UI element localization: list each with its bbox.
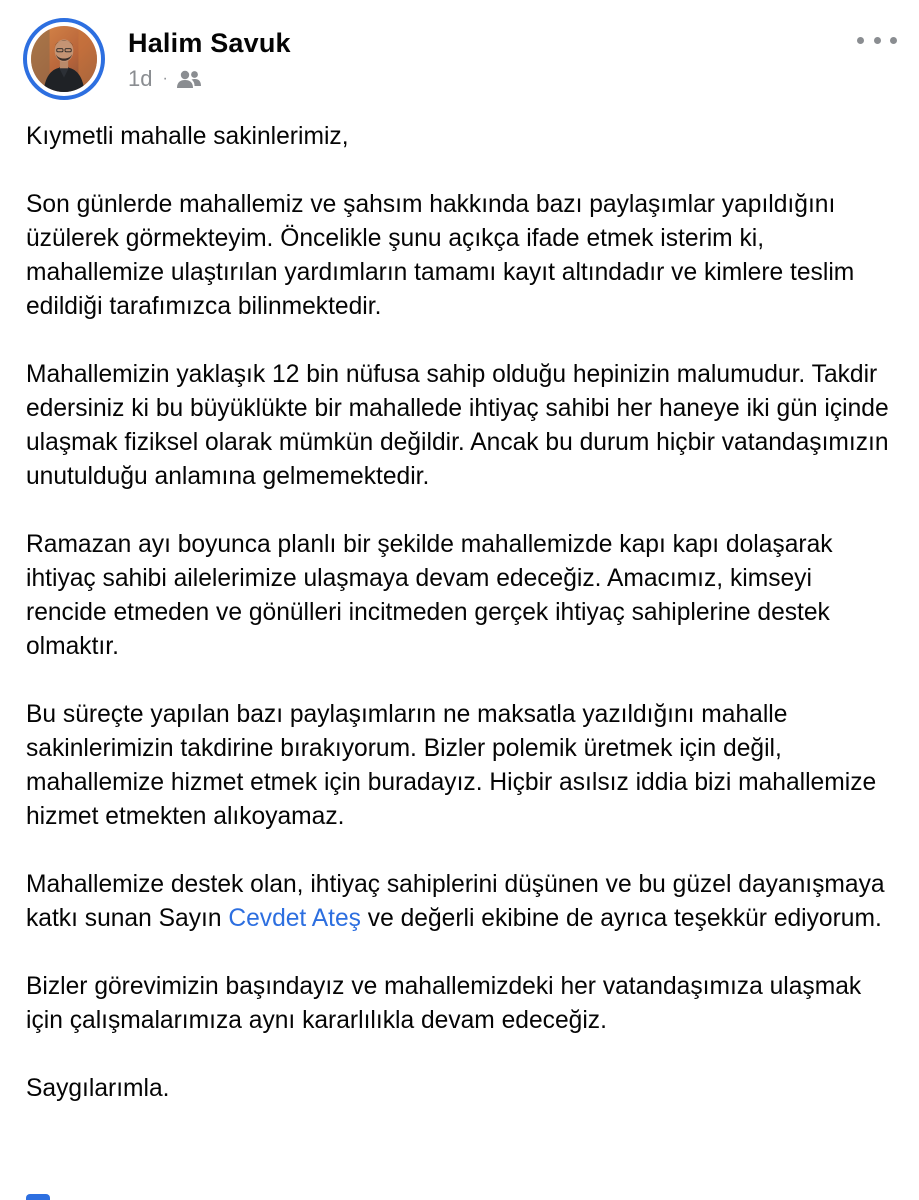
- post-paragraph: Ramazan ayı boyunca planlı bir şekilde mahallemizde kapı kapı dolaşarak ihtiyaç sahibi ailelerimize ulaşmaya devam edeceğiz. Amacımız, kimseyi rencide etmeden ve gönülleri incitmeden gerçek ihtiyaç sahiplerine destek olmaktır.: [26, 531, 833, 660]
- post-header: [0, 0, 919, 110]
- post-greeting: Kıymetli mahalle sakinlerimiz,: [26, 123, 349, 150]
- post-time[interactable]: 1d: [128, 66, 153, 91]
- meta-separator: ·: [162, 70, 168, 87]
- post-paragraph: Son günlerde mahallemiz ve şahsım hakkında bazı paylaşımlar yapıldığını üzülerek görmekteyim. Öncelikle şunu açıkça ifade etmek isterim ki, mahallemize ulaştırılan yardımların tamamı kayıt altındadır ve kimlere teslim edildiği tarafımızca bilinmektedir.: [26, 191, 855, 320]
- post-paragraph: Bu süreçte yapılan bazı paylaşımların ne maksatla yazıldığını mahalle sakinlerimizin takdirine bırakıyorum. Bizler polemik üretmek için değil, mahallemize hizmet etmek için buradayız. Hiçbir asılsız iddia bizi mahallemize hizmet etmekten alıkoyamaz.: [26, 701, 877, 830]
- more-options-icon-dot: [890, 37, 897, 44]
- post-closing: Saygılarımla.: [26, 1075, 170, 1102]
- more-options-icon-dot: [874, 37, 881, 44]
- post-text-segment: ve değerli ekibine de ayrıca teşekkür ediyorum.: [360, 905, 882, 932]
- avatar-photo: [31, 26, 97, 92]
- post-text: [26, 120, 896, 1140]
- post-paragraph-with-mention: [26, 868, 896, 936]
- post-paragraph: Bizler görevimizin başındayız ve mahallemizdeki her vatandaşımıza ulaşmak için çalışmalarımıza aynı kararlılıkla devam edeceğiz.: [26, 973, 862, 1034]
- friends-icon[interactable]: [176, 69, 202, 89]
- more-options-icon-dot: [857, 37, 864, 44]
- more-options-button[interactable]: [857, 30, 897, 50]
- author-name[interactable]: Halim Savuk: [128, 28, 291, 58]
- post-meta: [128, 66, 202, 92]
- post-text-segment: Mahallemize destek olan, ihtiyaç sahiplerini düşünen ve bu güzel dayanışmaya katkı sunan Sayın: [26, 871, 885, 932]
- reaction-icon-edge: [26, 1194, 50, 1200]
- mention-link[interactable]: Cevdet Ateş: [228, 905, 361, 932]
- post-paragraph: Mahallemizin yaklaşık 12 bin nüfusa sahip olduğu hepinizin malumudur. Takdir edersiniz ki bu büyüklükte bir mahallede ihtiyaç sahibi her haneye iki gün içinde ulaşmak fiziksel olarak mümkün değildir. Ancak bu durum hiçbir vatandaşımızın unutulduğu anlamına gelmemektedir.: [26, 361, 889, 490]
- avatar[interactable]: [23, 18, 105, 100]
